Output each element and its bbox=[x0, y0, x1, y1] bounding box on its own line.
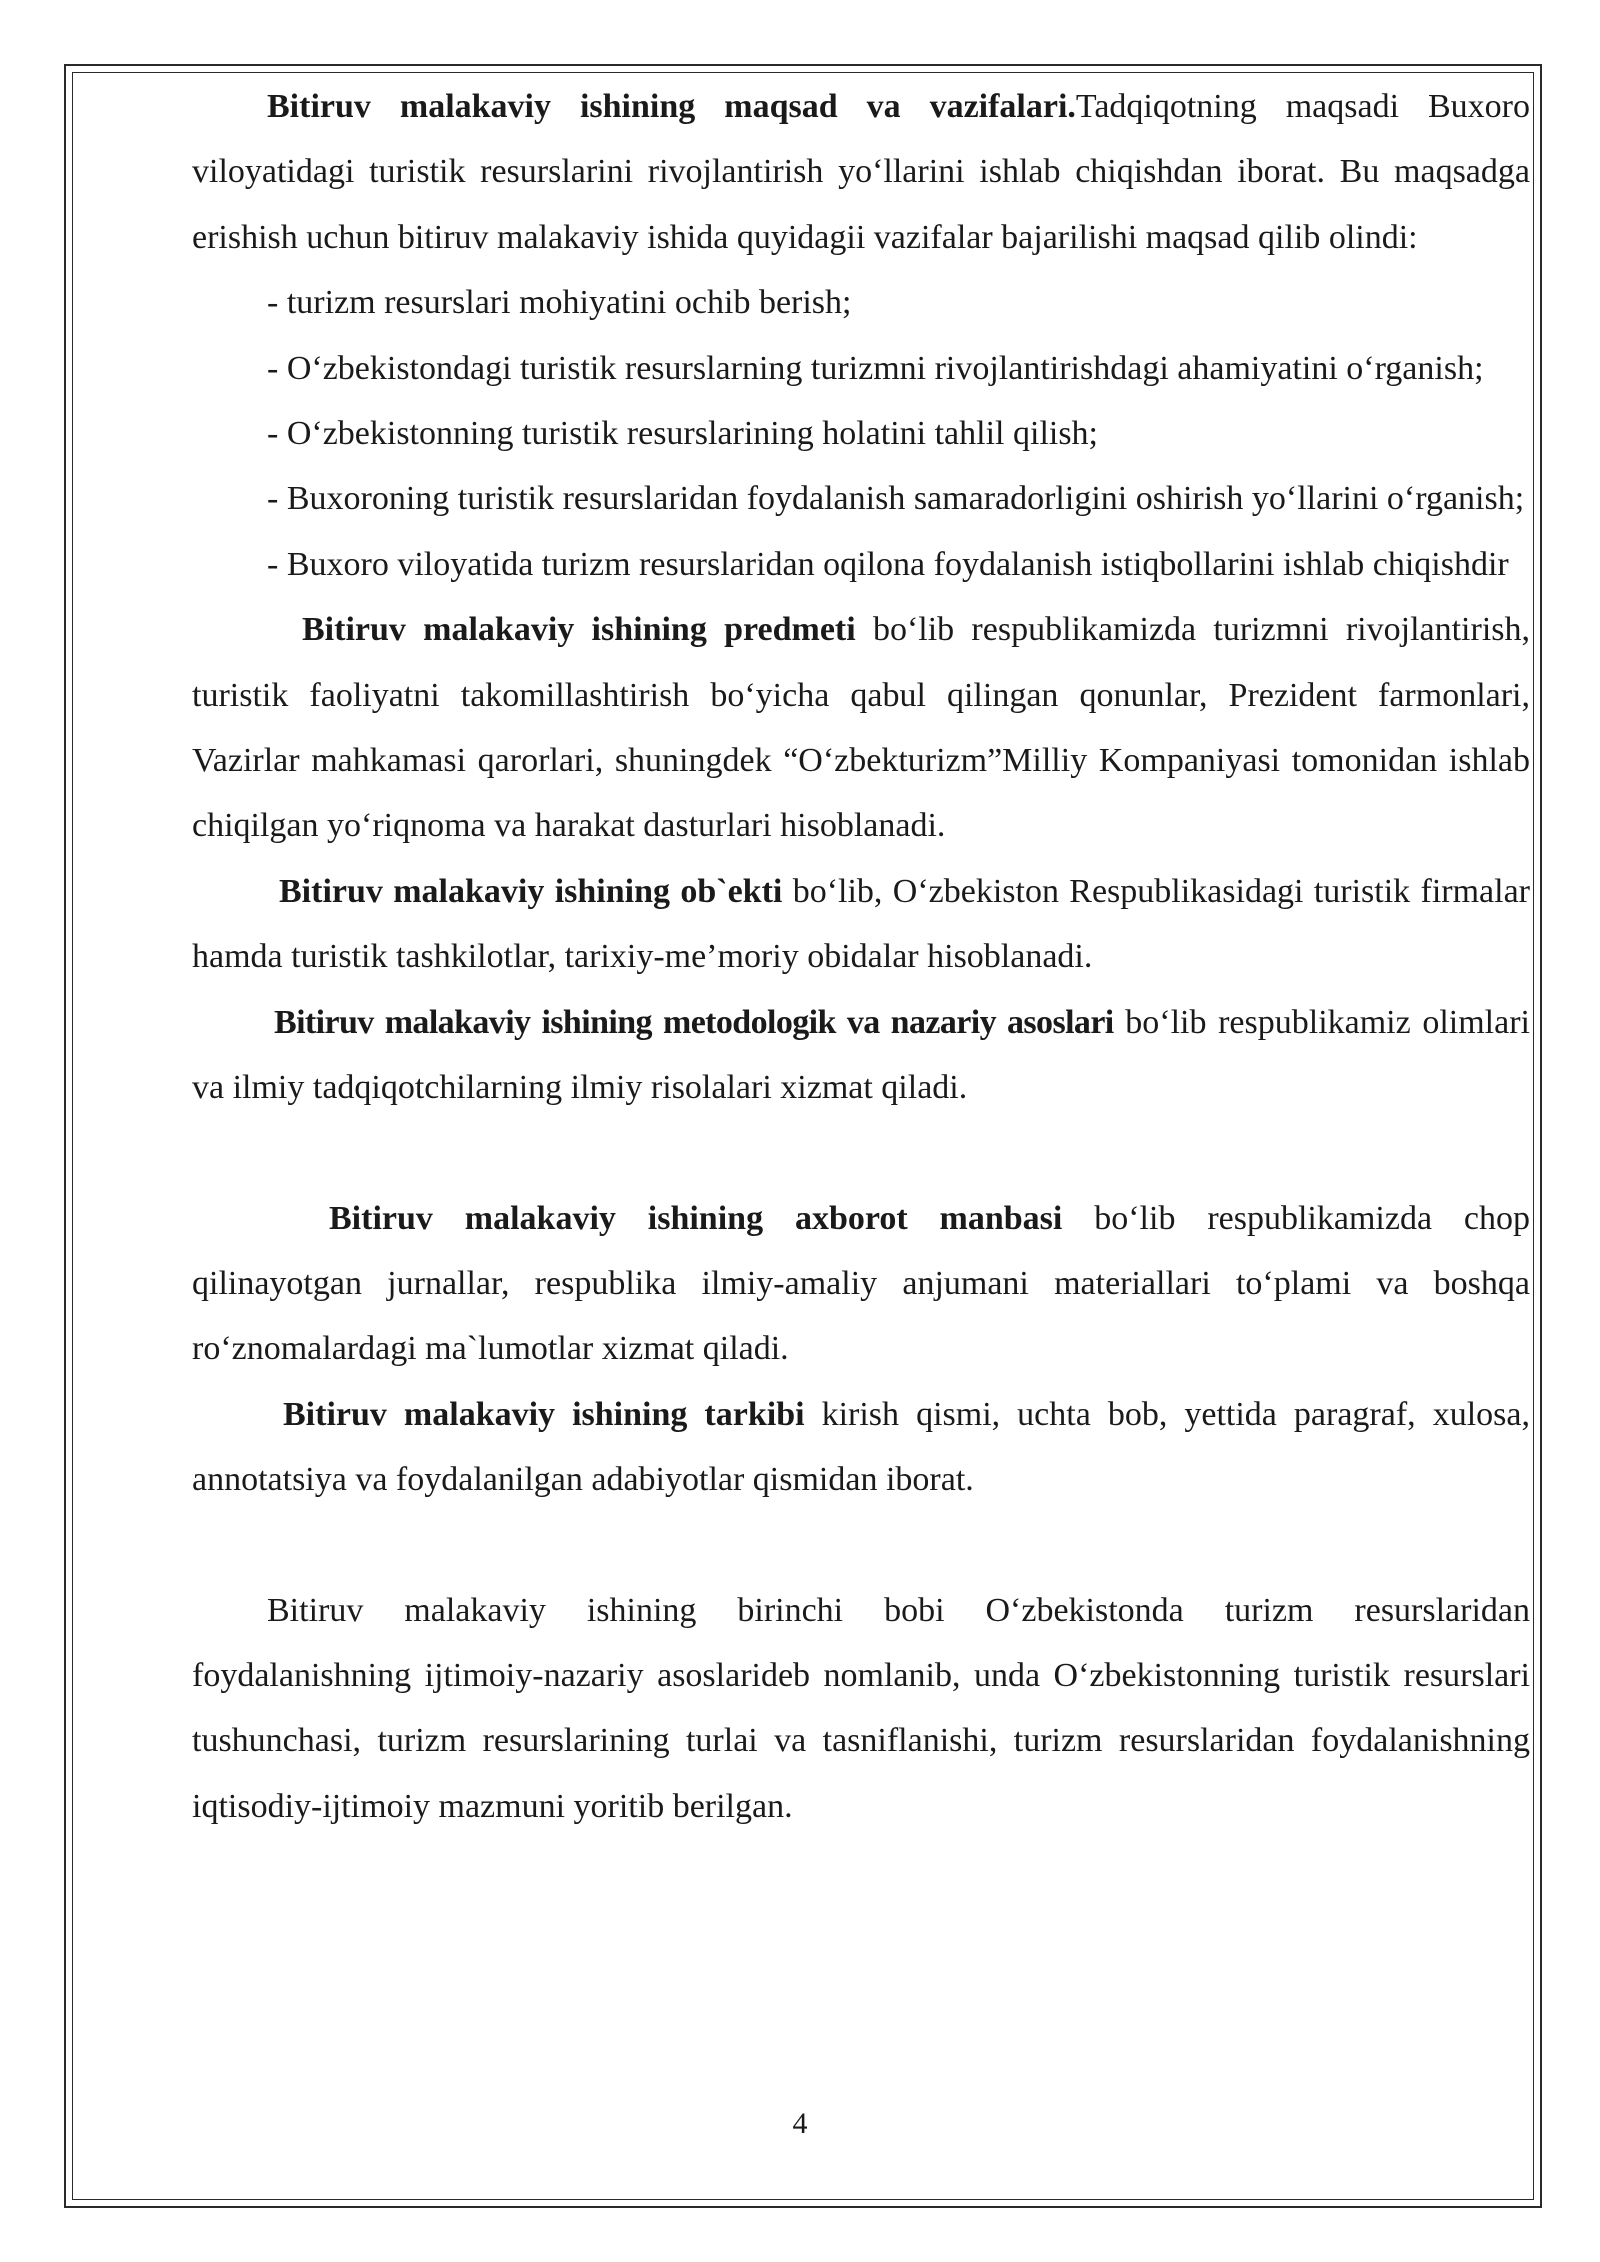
paragraph-structure bbox=[192, 1382, 1530, 1513]
heading-subject: Bitiruv malakaviy ishining predmeti bbox=[302, 611, 856, 649]
heading-structure: Bitiruv malakaviy ishining tarkibi bbox=[283, 1395, 805, 1433]
page-number: 4 bbox=[792, 2107, 808, 2140]
paragraph-methodology bbox=[192, 990, 1530, 1121]
task-item-5: - Buxoro viloyatida turizm resurslaridan oqilona foydalanish istiqbollarini ishlab chiqishdir bbox=[267, 545, 1509, 583]
document-body bbox=[192, 74, 1530, 1839]
spacer bbox=[192, 1121, 1530, 1186]
paragraph-sources bbox=[192, 1186, 1530, 1382]
heading-object: Bitiruv malakaviy ishining ob`ekti bbox=[279, 872, 783, 910]
sources-text: bo‘lib respublikamizda chop qilinayotgan jurnallar, respublika ilmiy-amaliy anjumani materiallari to‘plami va boshqa ro‘znomalardagi ma`lumotlar xizmat qiladi. bbox=[192, 1199, 1530, 1368]
object-text: bo‘lib, O‘zbekiston Respublikasidagi turistik firmalar hamda turistik tashkilotlar, tarixiy-me’moriy obidalar hisoblanadi. bbox=[192, 872, 1530, 976]
heading-sources: Bitiruv malakaviy ishining axborot manbasi bbox=[329, 1199, 1063, 1237]
task-item-4: - Buxoroning turistik resurslaridan foydalanish samaradorligini oshirish yo‘llarini o‘rganish; bbox=[267, 480, 1525, 518]
heading-aims: Bitiruv malakaviy ishining maqsad va vazifalari. bbox=[267, 88, 1076, 125]
spacer bbox=[192, 1513, 1530, 1578]
aims-text: Tadqiqotning maqsadi Buxoro viloyatidagi turistik resurslarini rivojlantirish yo‘llarini ishlab chiqishdan iborat. Bu maqsadga erishish uchun bitiruv malakaviy ishida quyidagii vazifalar bajarilishi maqsad qilib olindi: bbox=[192, 88, 1531, 256]
methodology-text: bo‘lib respublikamiz olimlari va ilmiy tadqiqotchilarning ilmiy risolalari xizmat qiladi. bbox=[192, 1003, 1530, 1107]
subject-text: bo‘lib respublikamizda turizmni rivojlantirish, turistik faoliyatni takomillashtirish bo‘yicha qabul qilingan qonunlar, Prezident farmonlari, Vazirlar mahkamasi qarorlari, shuningdek “O‘zbekturizm”Milliy Kompaniyasi tomonidan ishlab chiqilgan yo‘riqnoma va harakat dasturlari hisoblanadi. bbox=[192, 611, 1531, 845]
structure-text: kirish qismi, uchta bob, yettida paragraf, xulosa, annotatsiya va foydalanilgan adabiyotlar qismidan iborat. bbox=[192, 1395, 1530, 1499]
paragraph-subject bbox=[192, 597, 1530, 859]
heading-methodology: Bitiruv malakaviy ishining metodologik va nazariy asoslari bbox=[274, 1003, 1114, 1041]
paragraph-aims bbox=[192, 74, 1530, 270]
task-item-2: - O‘zbekistondagi turistik resurslarning turizmni rivojlantirishdagi ahamiyatini o‘rganish; bbox=[267, 349, 1484, 387]
paragraph-chapter-one: Bitiruv malakaviy ishining birinchi bobi O‘zbekistonda turizm resurslaridan foydalanishning ijtimoiy-nazariy asoslarideb nomlanib, unda O‘zbekistonning turistik resurslari tushunchasi, turizm resurslarining turlai va tasniflanishi, turizm resurslaridan foydalanishning iqtisodiy-ijtimoiy mazmuni yoritib berilgan. bbox=[192, 1591, 1530, 1825]
paragraph-object bbox=[192, 859, 1530, 990]
task-item-3: - O‘zbekistonning turistik resurslarining holatini tahlil qilish; bbox=[267, 415, 1099, 453]
task-item-1: - turizm resurslari mohiyatini ochib berish; bbox=[267, 284, 852, 322]
